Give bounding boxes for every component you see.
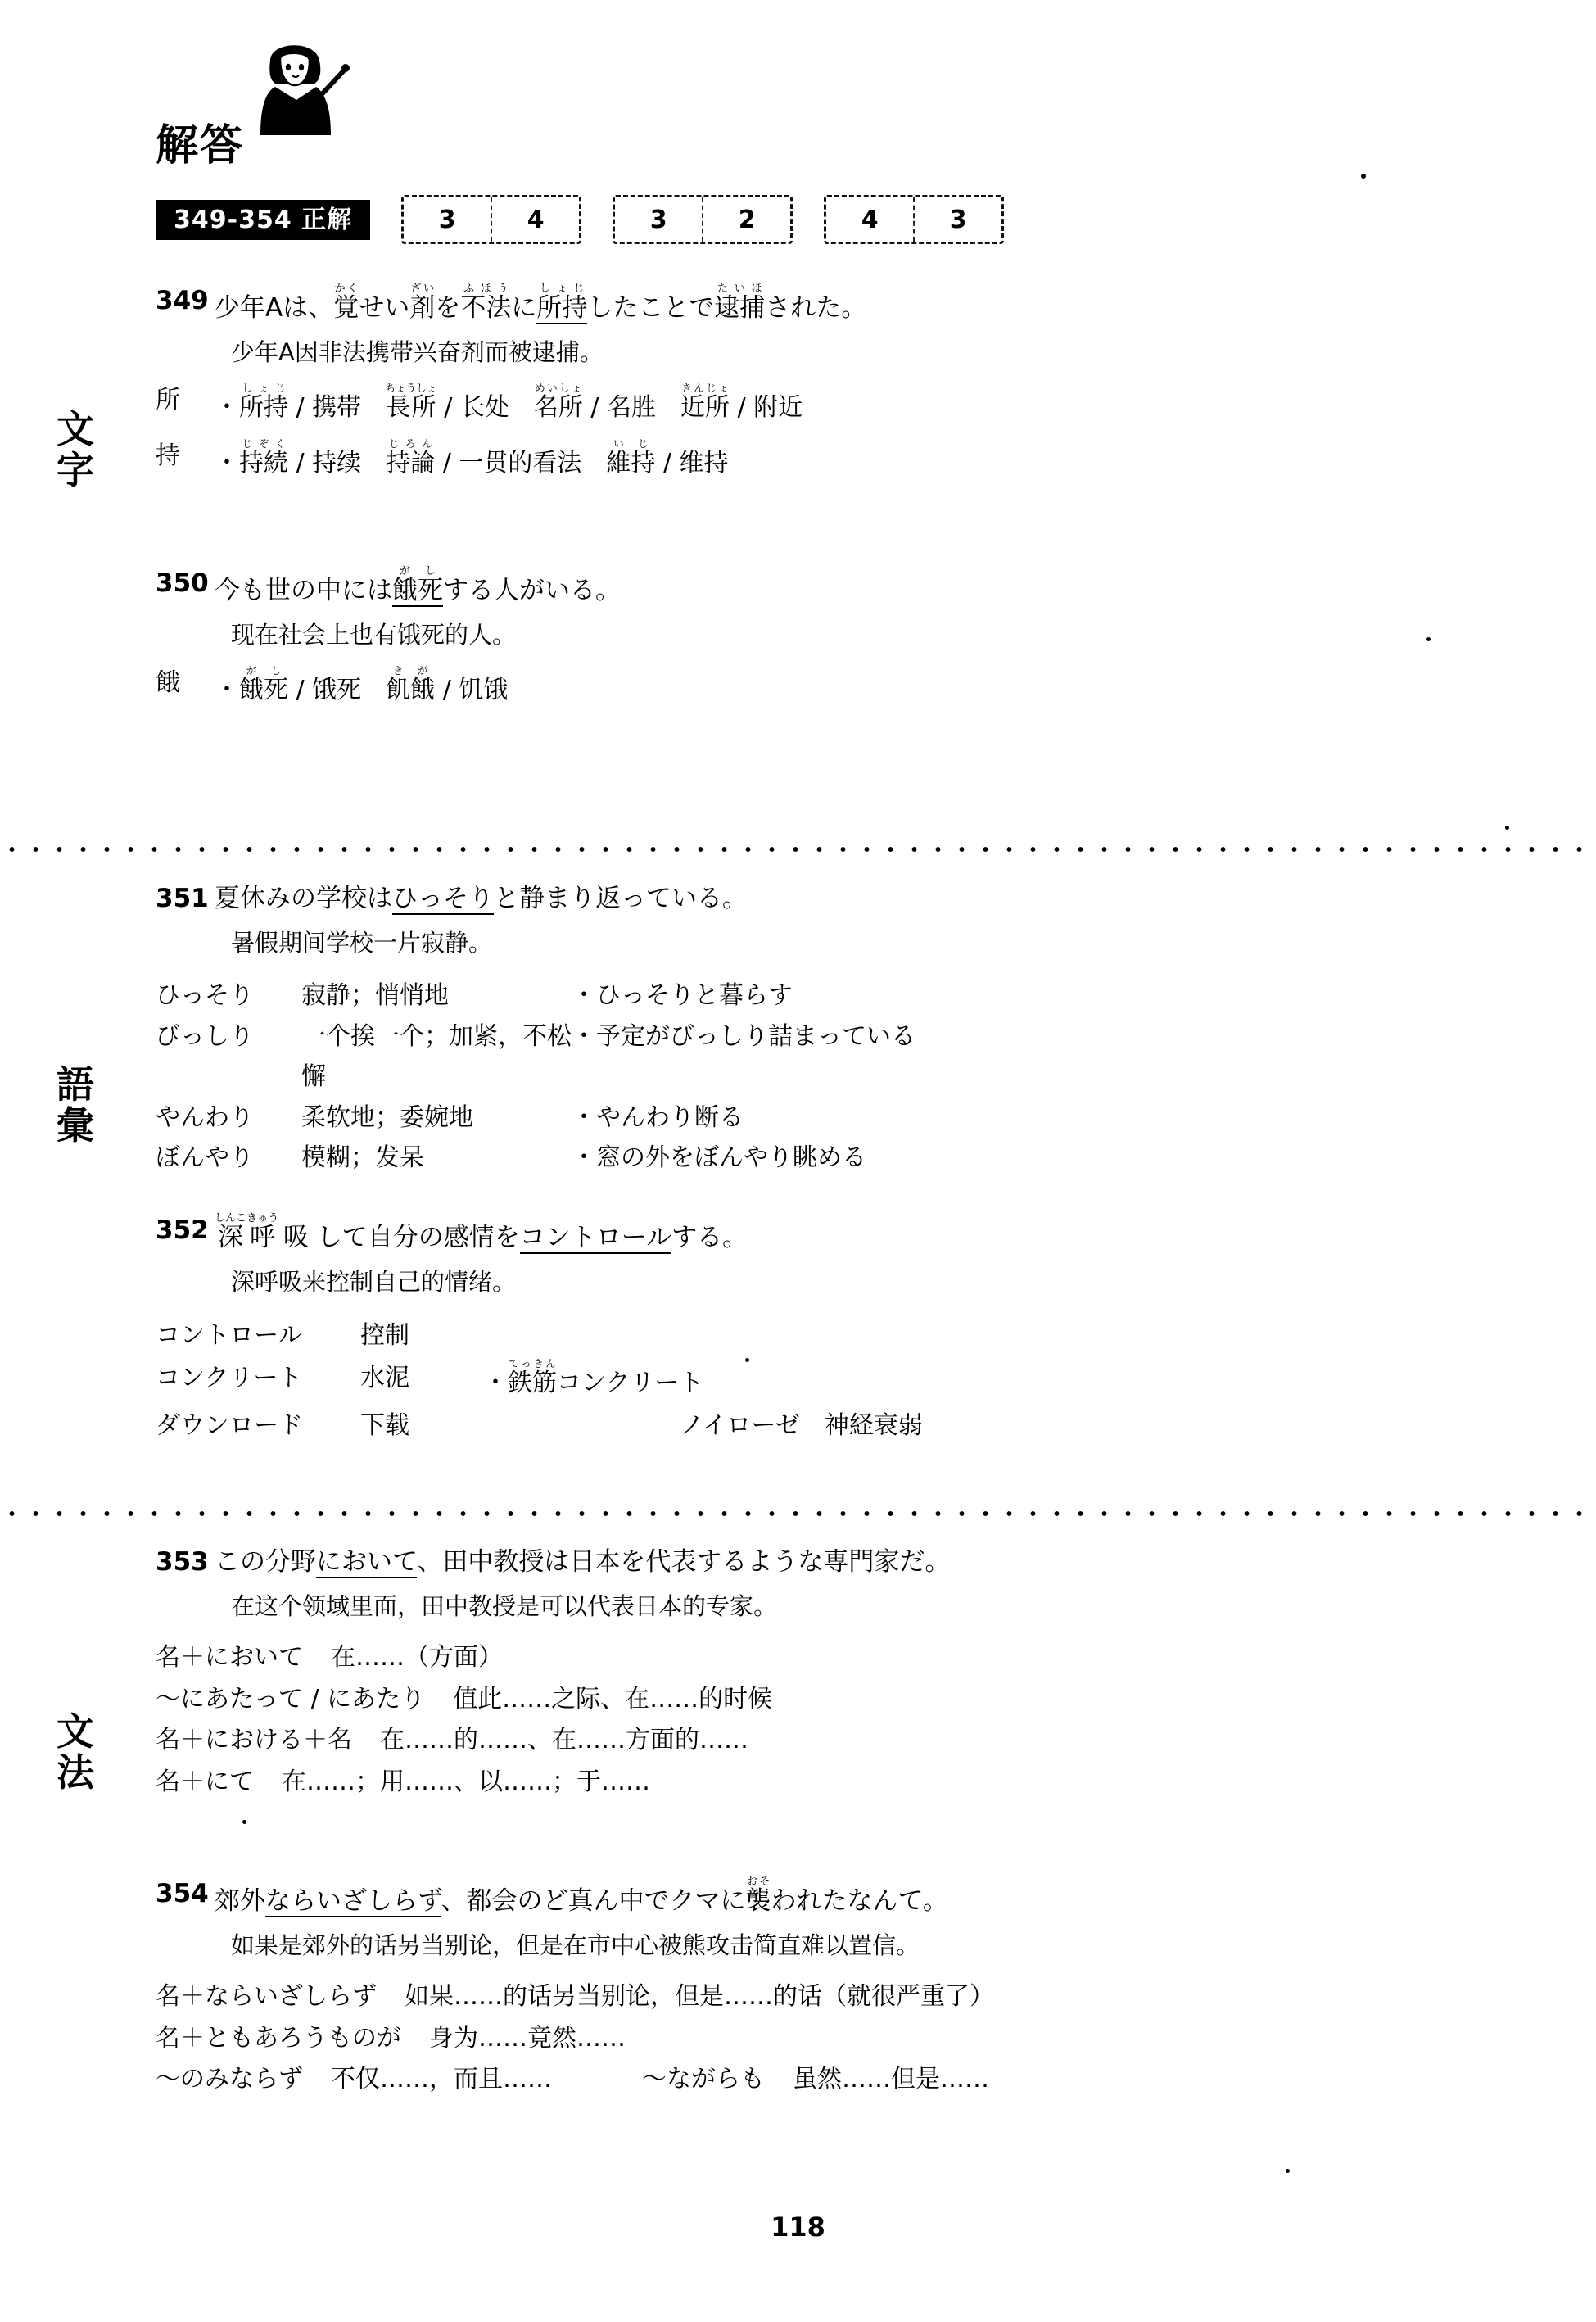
katakana-meaning: 水泥 [360,1364,409,1393]
kanji-examples: ・所持しょじ / 携帯 長所ちょうしょ / 长处 名所めいしょ / 名胜 近所きんじょ / 附近 [215,382,803,423]
translation-cn: 暑假期间学校一片寂静。 [231,928,493,957]
grammar-list [156,1637,1531,1803]
grammar-meaning: 如果……的话另当别论，但是……的话（就很严重了） [405,1982,994,2012]
kanji-examples: ・餓死がし / 饿死 飢餓きが / 饥饿 [215,664,509,705]
vocab-meaning: 柔软地；委婉地 [301,1102,473,1132]
question-text-jp: 深呼しんこきゅう 吸 して自分の感情をコントロールする。 [215,1212,748,1252]
katakana-row [156,1357,1531,1405]
page-number: 118 [771,2211,825,2243]
answer-cell: 3 [438,205,456,234]
kanji-head: 持 [156,441,180,471]
question-line [156,1212,1531,1256]
grammar-row [156,1762,1531,1803]
grammar-pattern: ～にあたって / にあたり [156,1684,426,1713]
kanji-examples: ・持続じぞく / 持续 持論じろん / 一贯的看法 維持いじ / 维持 [215,437,729,478]
question-text-jp: 少年Aは、覚かくせい剤ざいを不法ふほうに所持しょじしたことで逮捕たいほされた。 [215,283,867,323]
vocab-word: びっしり [156,1021,254,1051]
vocab-word: やんわり [156,1102,254,1132]
grammar-row [156,2059,1531,2100]
vocab-example: ・やんわり断る [572,1102,744,1132]
section-352 [156,1212,1531,1446]
question-number: 354 [156,1879,209,1908]
grammar-list [156,1976,1531,2100]
grammar-pattern: 名＋にて [156,1767,254,1796]
katakana-meaning: 下载 [360,1410,409,1440]
translation-cn: 现在社会上也有饿死的人。 [231,620,517,649]
question-text-jp: 夏休みの学校はひっそりと静まり返っている。 [215,884,748,913]
answer-cell: 2 [702,197,790,242]
katakana-table [156,1315,1531,1446]
kanji-row-sho [156,382,1531,426]
section-divider [0,1510,1596,1518]
grammar-row [156,1679,1531,1720]
answer-group-2 [613,195,793,244]
grammar-meaning: 在……；用……、以……；于…… [282,1767,650,1796]
vocab-example: ・窓の外をぼんやり眺める [572,1143,866,1173]
teacher-illustration-icon [246,33,352,143]
katakana-extra: ノイローゼ 神経衰弱 [680,1410,923,1440]
scan-speck [1505,826,1509,830]
vocab-table [156,975,1531,1179]
grammar-pattern: ～のみならず [156,2065,303,2094]
katakana-word: コントロール [156,1321,303,1351]
section-divider [0,845,1596,853]
translation-cn: 少年A因非法携带兴奋剂而被逮捕。 [231,337,604,366]
kanji-row-ga [156,664,1531,708]
kanji-row-ji [156,437,1531,482]
answer-cell: 4 [491,197,579,242]
katakana-example: ・鉄筋てっきんコンクリート [483,1357,704,1398]
question-number: 349 [156,286,209,315]
vocab-row [156,1016,1531,1098]
grammar-pattern: 名＋における＋名 [156,1726,352,1755]
grammar-pattern-secondary: ～ながらも [642,2065,765,2094]
question-line [156,880,1531,917]
question-number: 350 [156,568,209,598]
page-title: 解答 [156,121,245,170]
translation-cn: 在这个领域里面，田中教授是可以代表日本的专家。 [231,1591,778,1620]
grammar-row [156,1976,1531,2017]
answer-group-1 [401,195,581,244]
scan-speck [1426,637,1431,641]
katakana-meaning: 控制 [360,1321,409,1351]
question-number: 351 [156,884,209,913]
question-text-jp: この分野において、田中教授は日本を代表するような専門家だ。 [215,1547,951,1577]
section-349 [156,283,1531,482]
grammar-pattern: 名＋ならいざしらず [156,1982,377,2012]
answer-group-3 [824,195,1004,244]
answer-key-row [156,197,1004,242]
scan-speck [745,1358,749,1362]
question-line [156,1876,1531,1920]
vocab-example: ・ひっそりと暮らす [572,981,793,1011]
katakana-word: コンクリート [156,1364,303,1393]
scan-speck [1286,2169,1290,2173]
side-label-goi: 語彙 [57,1062,96,1147]
vocab-row [156,1138,1531,1179]
question-line [156,1544,1531,1581]
scan-speck [1361,174,1366,179]
grammar-meaning-secondary: 虽然……但是…… [793,2065,989,2094]
question-line [156,565,1531,609]
vocab-word: ぼんやり [156,1143,254,1173]
grammar-meaning: 在……的……、在……方面的…… [380,1726,748,1755]
grammar-row [156,1637,1531,1678]
grammar-meaning: 值此……之际、在……的时候 [453,1684,773,1713]
side-label-bunpou: 文法 [57,1709,96,1795]
katakana-row [156,1405,1531,1447]
grammar-meaning: 身为……竟然…… [429,2023,626,2053]
answer-cell: 3 [649,205,667,234]
katakana-row [156,1315,1531,1357]
section-353 [156,1544,1531,1803]
question-line [156,283,1531,327]
answer-cell: 3 [913,197,1001,242]
answer-cell: 4 [861,205,879,234]
vocab-word: ひっそり [156,981,254,1011]
grammar-pattern: 名＋ともあろうものが [156,2023,401,2053]
vocab-example: ・予定がびっしり詰まっている [572,1021,916,1051]
section-350 [156,565,1531,708]
grammar-row [156,1720,1531,1761]
vocab-row [156,975,1531,1016]
question-text-jp: 今も世の中には餓死がしする人がいる。 [215,565,621,605]
answer-range-label: 349-354 正解 [156,200,370,240]
vocab-meaning: 一个挨一个；加紧，不松懈 [301,1021,572,1092]
vocab-meaning: 寂静；悄悄地 [301,981,449,1011]
question-number: 352 [156,1215,209,1245]
katakana-word: ダウンロード [156,1410,303,1440]
translation-cn: 如果是郊外的话另当别论，但是在市中心被熊攻击简直难以置信。 [231,1930,920,1959]
side-label-moji: 文字 [57,407,96,492]
vocab-row [156,1098,1531,1138]
grammar-meaning: 不仅……，而且…… [331,2065,552,2094]
section-351 [156,880,1531,1179]
kanji-head: 餓 [156,668,180,698]
section-354 [156,1876,1531,2101]
grammar-row [156,2018,1531,2059]
question-number: 353 [156,1547,209,1577]
grammar-meaning: 在……（方面） [331,1643,503,1672]
translation-cn: 深呼吸来控制自己的情绪。 [231,1267,517,1296]
question-text-jp: 郊外ならいざしらず、都会のど真ん中でクマに襲おそわれたなんて。 [215,1876,948,1916]
grammar-pattern: 名＋において [156,1643,303,1672]
kanji-head: 所 [156,386,180,415]
vocab-meaning: 模糊；发呆 [301,1143,424,1173]
scan-speck [242,1820,246,1824]
